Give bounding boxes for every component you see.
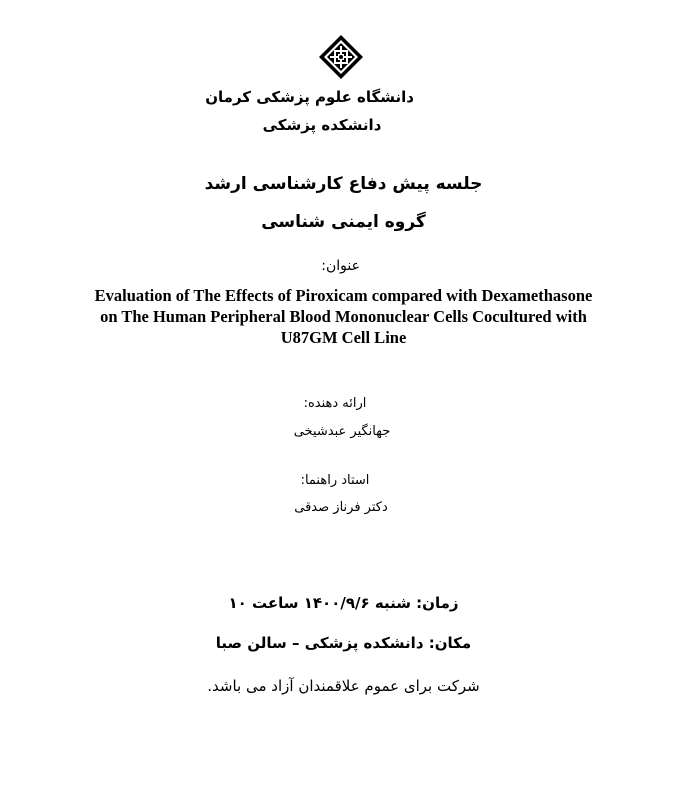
session-place: مکان: دانشکده پزشکی – سالن صبا: [215, 634, 472, 652]
attendance-note: شرکت برای عموم علاقمندان آزاد می باشد.: [207, 677, 480, 695]
session-heading: جلسه پیش دفاع کارشناسی ارشد: [204, 174, 483, 194]
thesis-title-line: U87GM Cell Line: [280, 328, 407, 347]
faculty-name: دانشکده پزشکی: [262, 116, 382, 134]
presenter-label: ارائه دهنده:: [303, 396, 367, 411]
presenter-name: جهانگیر عبدشیخی: [293, 424, 391, 439]
session-time: زمان: شنبه ۱۴۰۰/۹/۶ ساعت ۱۰: [228, 594, 459, 612]
kerman-university-emblem-icon: [318, 34, 364, 80]
advisor-label: استاد راهنما:: [300, 473, 370, 488]
thesis-title-line: Evaluation of The Effects of Piroxicam compared with Dexamethasone: [94, 286, 593, 305]
thesis-title-line: on The Human Peripheral Blood Mononuclear Cells Cocultured with: [100, 307, 587, 326]
thesis-title: [20, 285, 667, 348]
title-label: عنوان:: [321, 258, 360, 274]
university-name: دانشگاه علوم پزشکی کرمان: [205, 88, 414, 106]
department-name: گروه ایمنی شناسی: [261, 212, 426, 232]
advisor-name: دکتر فرناز صدقی: [294, 500, 388, 515]
